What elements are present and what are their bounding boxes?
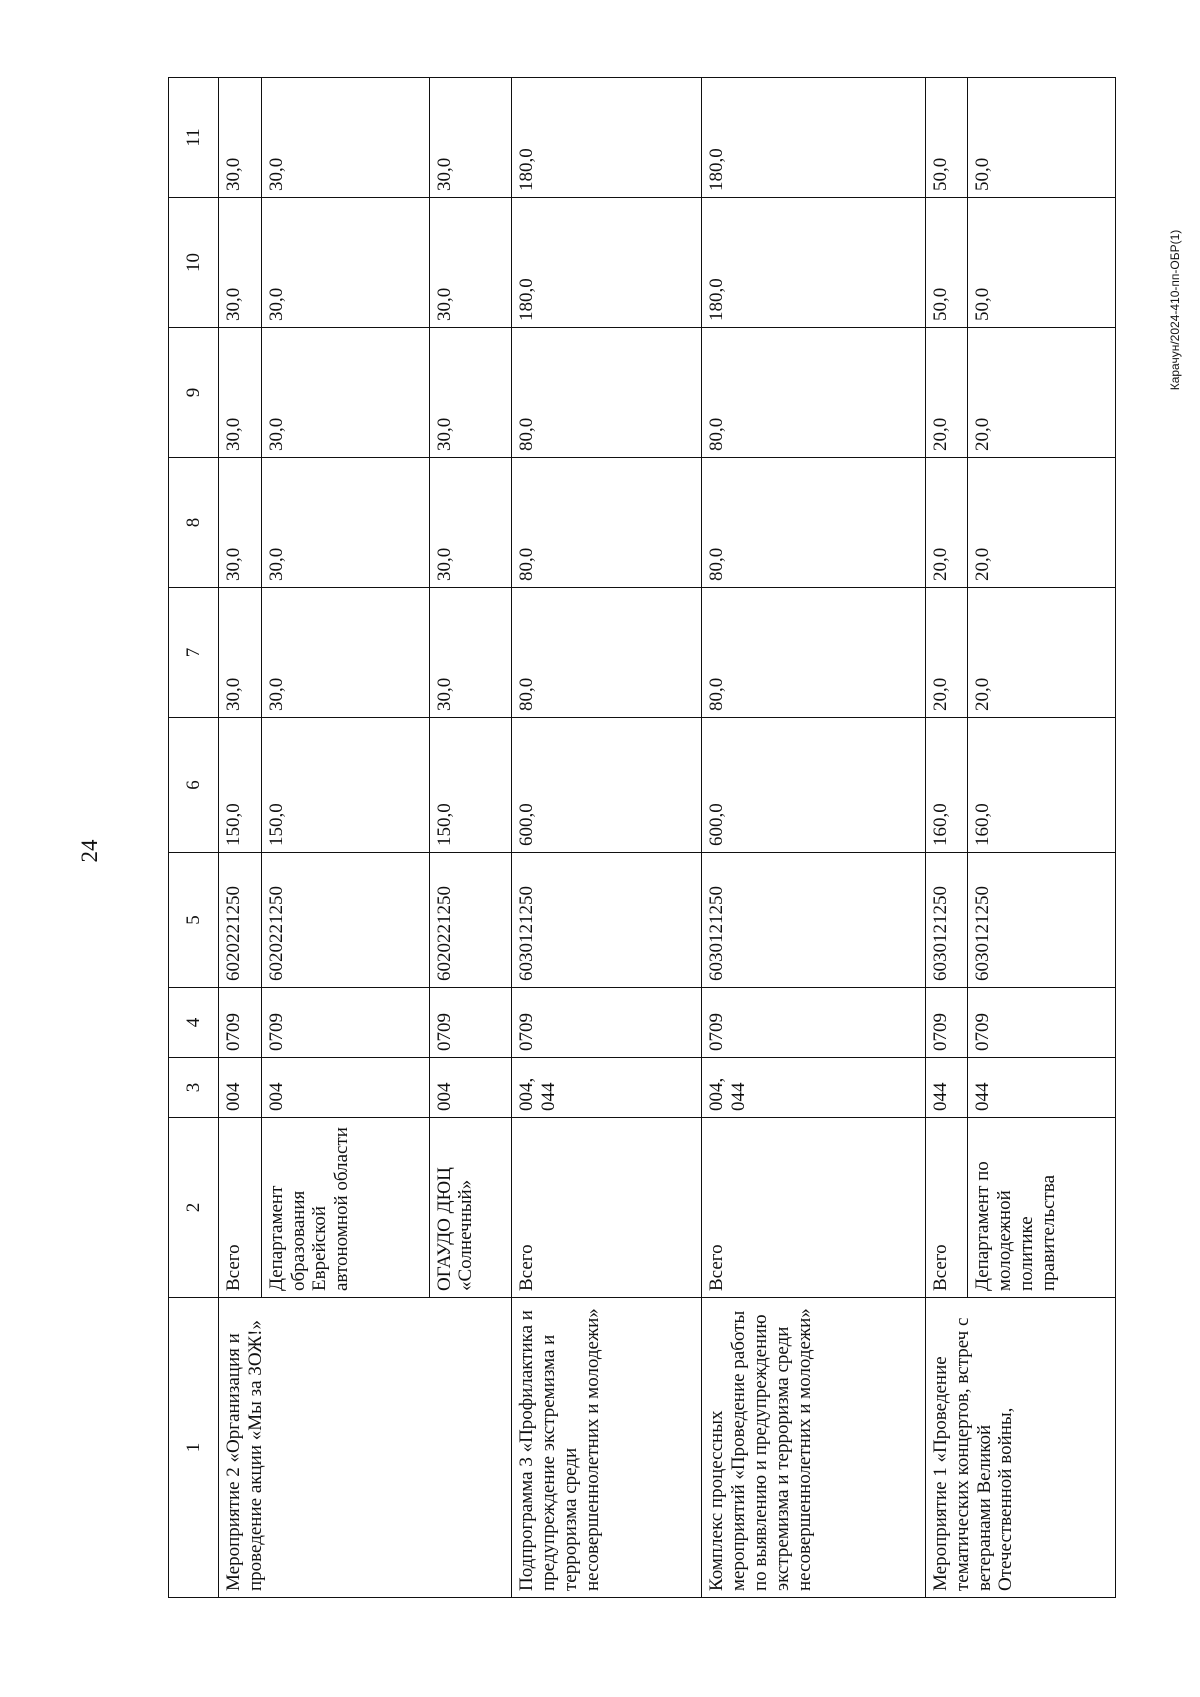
table-cell: 600,0	[702, 718, 926, 853]
table-cell: 004	[261, 1058, 429, 1118]
table-row	[702, 78, 926, 1598]
table-cell: 30,0	[219, 198, 261, 328]
row-name-cell: Мероприятие 1 «Проведение тематических концертов, встреч с ветеранами Великой Отечественной войны,	[925, 1298, 1115, 1598]
table-cell: 160,0	[925, 718, 967, 853]
table-cell: 80,0	[512, 458, 702, 588]
table-cell: 0709	[512, 988, 702, 1058]
table-cell: 30,0	[429, 198, 512, 328]
header-cell: 6	[169, 718, 219, 853]
table-cell: 80,0	[702, 458, 926, 588]
table-cell: 30,0	[429, 588, 512, 718]
header-cell: 4	[169, 988, 219, 1058]
table-cell: 0709	[702, 988, 926, 1058]
header-cell: 7	[169, 588, 219, 718]
table-cell: 044	[925, 1058, 967, 1118]
table-cell: Всего	[512, 1118, 702, 1298]
table-cell: 80,0	[702, 328, 926, 458]
table-cell: 30,0	[429, 458, 512, 588]
table-cell: 0709	[429, 988, 512, 1058]
header-cell: 1	[169, 1298, 219, 1598]
table-cell: 30,0	[261, 198, 429, 328]
table-cell: 20,0	[968, 458, 1116, 588]
table-cell: 30,0	[219, 458, 261, 588]
table-cell: 50,0	[968, 78, 1116, 198]
table-cell: 30,0	[219, 328, 261, 458]
table-cell: 30,0	[261, 588, 429, 718]
table-cell: 150,0	[429, 718, 512, 853]
table-cell: 20,0	[968, 328, 1116, 458]
table-cell: 30,0	[219, 78, 261, 198]
table-cell: 160,0	[968, 718, 1116, 853]
table-cell: 6030121250	[968, 853, 1116, 988]
table-cell: 80,0	[512, 588, 702, 718]
table-cell: 150,0	[219, 718, 261, 853]
header-cell: 8	[169, 458, 219, 588]
table-cell: 004, 044	[702, 1058, 926, 1118]
header-cell: 2	[169, 1118, 219, 1298]
table-cell: 20,0	[968, 588, 1116, 718]
table-cell: 004	[219, 1058, 261, 1118]
rotated-table-wrapper	[168, 78, 1116, 1598]
table-cell: 6020221250	[429, 853, 512, 988]
table-cell: 180,0	[512, 198, 702, 328]
table-row	[219, 78, 261, 1598]
table-cell: 80,0	[702, 588, 926, 718]
table-cell: 30,0	[261, 458, 429, 588]
header-cell: 3	[169, 1058, 219, 1118]
header-cell: 9	[169, 328, 219, 458]
row-name-cell: Мероприятие 2 «Организация и проведение акции «Мы за ЗОЖ!»	[219, 1298, 512, 1598]
table-cell: 20,0	[925, 328, 967, 458]
budget-table	[168, 77, 1116, 1598]
table-cell: 20,0	[925, 588, 967, 718]
table-cell: 30,0	[261, 78, 429, 198]
table-cell: 600,0	[512, 718, 702, 853]
table-cell: 6030121250	[702, 853, 926, 988]
table-cell: 20,0	[925, 458, 967, 588]
table-cell: 0709	[261, 988, 429, 1058]
table-row	[925, 78, 967, 1598]
table-cell: 50,0	[925, 198, 967, 328]
table-cell: 004	[429, 1058, 512, 1118]
header-cell: 10	[169, 198, 219, 328]
page-number: 24	[77, 839, 102, 863]
table-cell: 004, 044	[512, 1058, 702, 1118]
table-cell: 6020221250	[219, 853, 261, 988]
row-name-cell: Подпрограмма 3 «Профилактика и предупреждение экстремизма и терроризма среди несовершеннолетних и молодежи»	[512, 1298, 702, 1598]
table-cell: 6030121250	[512, 853, 702, 988]
table-cell: Департамент по молодежной политике правительства	[968, 1118, 1116, 1298]
table-cell: 50,0	[968, 198, 1116, 328]
table-cell: 0709	[219, 988, 261, 1058]
header-cell: 5	[169, 853, 219, 988]
table-cell: 30,0	[261, 328, 429, 458]
table-cell: Всего	[219, 1118, 261, 1298]
table-cell: 180,0	[512, 78, 702, 198]
table-cell: 0709	[968, 988, 1116, 1058]
table-cell: Всего	[702, 1118, 926, 1298]
table-cell: ОГАУДО ДЮЦ «Солнечный»	[429, 1118, 512, 1298]
table-cell: Всего	[925, 1118, 967, 1298]
table-cell: 6030121250	[925, 853, 967, 988]
table-cell: 30,0	[429, 328, 512, 458]
table-cell: 50,0	[925, 78, 967, 198]
table-cell: Департамент образования Еврейской автономной области	[261, 1118, 429, 1298]
table-cell: 180,0	[702, 78, 926, 198]
table-cell: 30,0	[429, 78, 512, 198]
table-cell: 180,0	[702, 198, 926, 328]
table-cell: 150,0	[261, 718, 429, 853]
table-cell: 80,0	[512, 328, 702, 458]
header-cell: 11	[169, 78, 219, 198]
table-header-row	[169, 78, 219, 1598]
table-cell: 6020221250	[261, 853, 429, 988]
table-cell: 0709	[925, 988, 967, 1058]
table-cell: 30,0	[219, 588, 261, 718]
row-name-cell: Комплекс процессных мероприятий «Проведение работы по выявлению и предупреждению экстремизма и терроризма среди несовершеннолетних и молодежи»	[702, 1298, 926, 1598]
document-code: Карачун/2024-410-пп-ОБР(1)	[1168, 229, 1182, 391]
table-cell: 044	[968, 1058, 1116, 1118]
table-row	[512, 78, 702, 1598]
